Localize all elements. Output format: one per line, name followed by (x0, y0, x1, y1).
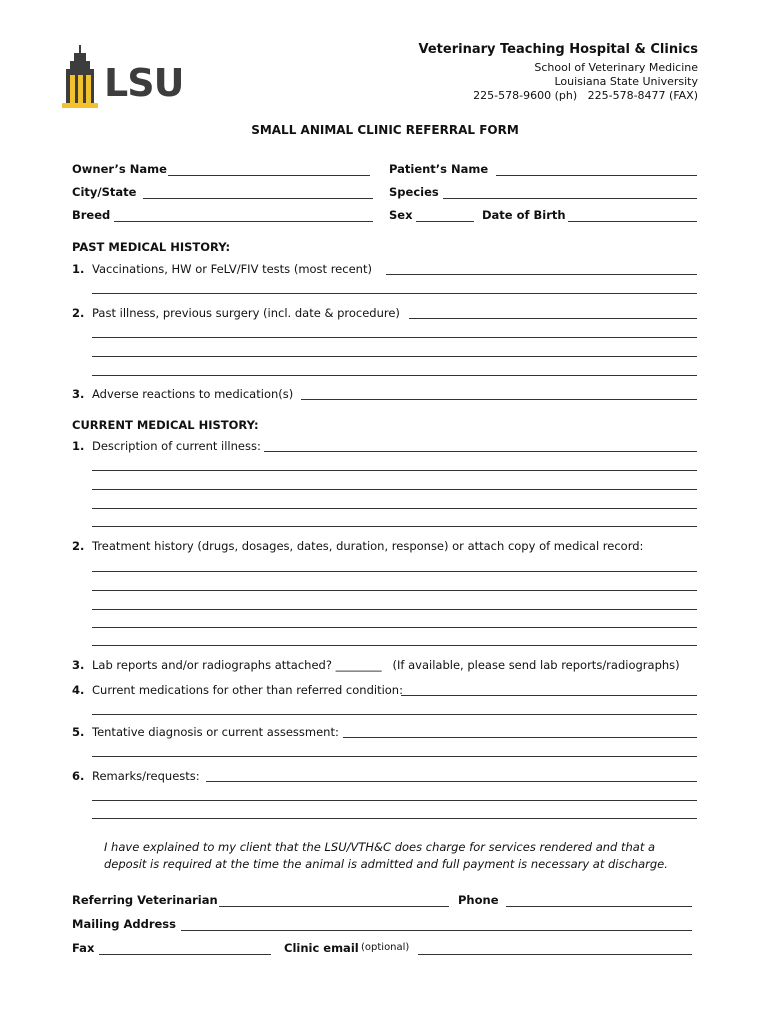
treatment-field-line[interactable] (92, 627, 697, 628)
vaccinations-field[interactable] (386, 274, 697, 275)
past-item-number: 3. (72, 387, 85, 401)
remarks-field-line[interactable] (92, 800, 697, 801)
past-item-number: 2. (72, 306, 85, 320)
species-field[interactable] (443, 198, 697, 199)
mailing-address-field[interactable] (181, 930, 692, 931)
past-item-number: 1. (72, 262, 85, 276)
current-item-illness: Description of current illness: (92, 439, 261, 453)
sex-label: Sex (389, 208, 413, 222)
form-title: SMALL ANIMAL CLINIC REFERRAL FORM (251, 123, 519, 137)
remarks-field[interactable] (206, 781, 697, 782)
current-illness-field-line[interactable] (92, 526, 697, 527)
logo-text: LSU (104, 61, 184, 105)
current-illness-field-line[interactable] (92, 489, 697, 490)
treatment-field-line[interactable] (92, 609, 697, 610)
breed-field[interactable] (114, 221, 373, 222)
city-state-label: City/State (72, 185, 137, 199)
current-medications-field-line[interactable] (92, 714, 697, 715)
past-illness-field-line[interactable] (92, 337, 697, 338)
current-item-number: 4. (72, 683, 85, 697)
referring-vet-label: Referring Veterinarian (72, 893, 218, 907)
disclaimer-line-2: deposit is required at the time the animal is admitted and full payment is necessary at discharge. (104, 857, 668, 871)
clinic-email-field[interactable] (418, 954, 692, 955)
current-item-number: 2. (72, 539, 85, 553)
current-illness-field-line[interactable] (92, 508, 697, 509)
current-medications-field[interactable] (401, 695, 697, 696)
current-history-heading: CURRENT MEDICAL HISTORY: (72, 418, 259, 432)
breed-label: Breed (72, 208, 111, 222)
past-illness-field[interactable] (409, 318, 697, 319)
date-of-birth-label: Date of Birth (482, 208, 566, 222)
past-illness-field-line[interactable] (92, 356, 697, 357)
diagnosis-field-line[interactable] (92, 756, 697, 757)
sex-field[interactable] (416, 221, 474, 222)
treatment-field-line[interactable] (92, 571, 697, 572)
phone-label: Phone (458, 893, 499, 907)
past-history-heading: PAST MEDICAL HISTORY: (72, 240, 231, 254)
university-name: Louisiana State University (554, 75, 698, 88)
remarks-field-line[interactable] (92, 818, 697, 819)
school-name: School of Veterinary Medicine (534, 61, 698, 74)
current-illness-field[interactable] (264, 451, 697, 452)
fax-field[interactable] (99, 954, 271, 955)
owners-name-field[interactable] (168, 175, 370, 176)
past-item-illness: Past illness, previous surgery (incl. date & procedure) (92, 306, 400, 320)
vaccinations-field-line[interactable] (92, 293, 697, 294)
date-of-birth-field[interactable] (568, 221, 697, 222)
adverse-reactions-field[interactable] (301, 399, 697, 400)
current-item-medications: Current medications for other than referred condition: (92, 683, 403, 697)
current-item-number: 6. (72, 769, 85, 783)
optional-note: (optional) (361, 942, 410, 953)
current-item-remarks: Remarks/requests: (92, 769, 200, 783)
current-illness-field-line[interactable] (92, 470, 697, 471)
phone-numbers: 225-578-9600 (ph) 225-578-8477 (FAX) (473, 89, 698, 102)
patients-name-field[interactable] (496, 175, 697, 176)
city-state-field[interactable] (143, 198, 373, 199)
diagnosis-field[interactable] (343, 737, 697, 738)
fax-label: Fax (72, 941, 95, 955)
current-item-diagnosis: Tentative diagnosis or current assessment: (92, 725, 339, 739)
lsu-logo (60, 45, 205, 110)
past-item-vaccinations: Vaccinations, HW or FeLV/FIV tests (most recent) (92, 262, 372, 276)
patients-name-label: Patient’s Name (389, 162, 489, 176)
current-item-number: 3. (72, 658, 85, 672)
treatment-field-line[interactable] (92, 590, 697, 591)
current-item-number: 5. (72, 725, 85, 739)
species-label: Species (389, 185, 439, 199)
hospital-title: Veterinary Teaching Hospital & Clinics (418, 42, 698, 57)
current-item-lab-reports: Lab reports and/or radiographs attached? ________ (If available, please send lab reports/radiographs) (92, 658, 680, 672)
past-illness-field-line[interactable] (92, 375, 697, 376)
mailing-address-label: Mailing Address (72, 917, 176, 931)
treatment-field-line[interactable] (92, 645, 697, 646)
current-item-number: 1. (72, 439, 85, 453)
phone-field[interactable] (506, 906, 692, 907)
disclaimer-line-1: I have explained to my client that the LSU/VTH&C does charge for services rendered and that a (104, 840, 656, 854)
current-item-treatment: Treatment history (drugs, dosages, dates, duration, response) or attach copy of medical record: (92, 539, 644, 553)
owners-name-label: Owner’s Name (72, 162, 167, 176)
tower-icon (60, 45, 102, 109)
referring-vet-field[interactable] (219, 906, 449, 907)
clinic-email-label: Clinic email (284, 941, 359, 955)
past-item-adverse-reactions: Adverse reactions to medication(s) (92, 387, 294, 401)
